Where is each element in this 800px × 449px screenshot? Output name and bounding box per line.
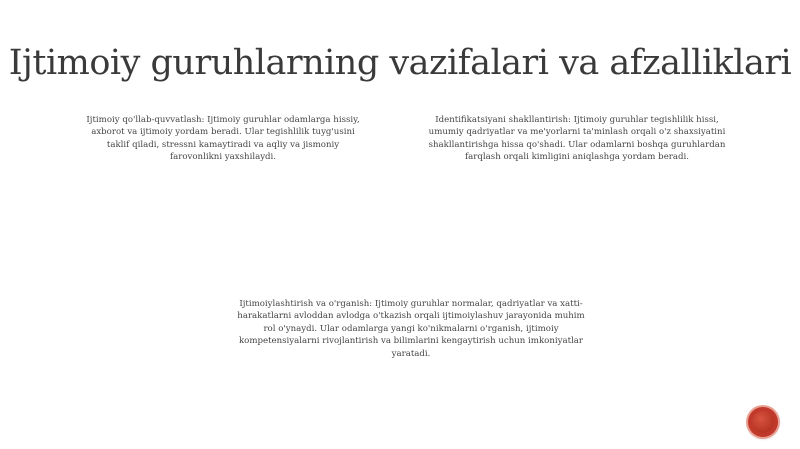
red-circle-button-icon[interactable] [748,407,778,437]
paragraph-identity-formation: Identifikatsiyani shakllantirish: Ijtimoiy guruhlar tegishlilik hissi, umumiy qadriyatlar va me'yorlarni ta'minlash orqali o'z shaxsiyatini shakllantirishga hissa qo'shadi. Ular odamlarni boshqa guruhlardan farqlash orqali kimligini aniqlashga yordam beradi. [428,115,726,163]
paragraph-socialization-learning: Ijtimoiylashtirish va o'rganish: Ijtimoiy guruhlar normalar, qadriyatlar va xatti-harakatlarni avloddan avlodga o'tkazish orqali ijtimoiylashuv jarayonida muhim rol o'ynaydi. Ular odamlarga yangi ko'nikmalarni o'rganish, ijtimoiy kompetensiyalarni rivojlantirish va bilimlarini kengaytirish uchun imkoniyatlar yaratadi. [237,299,585,359]
button-inner-circle [752,411,774,433]
paragraph-social-support: Ijtimoiy qo'llab-quvvatlash: Ijtimoiy guruhlar odamlarga hissiy, axborot va ijtimoiy yordam beradi. Ular tegishlilik tuyg'usini taklif qiladi, stressni kamaytiradi va aqliy va jismoniy farovonlikni yaxshilaydi. [86,115,360,163]
slide-title: Ijtimoiy guruhlarning vazifalari va afzalliklari [8,43,792,84]
